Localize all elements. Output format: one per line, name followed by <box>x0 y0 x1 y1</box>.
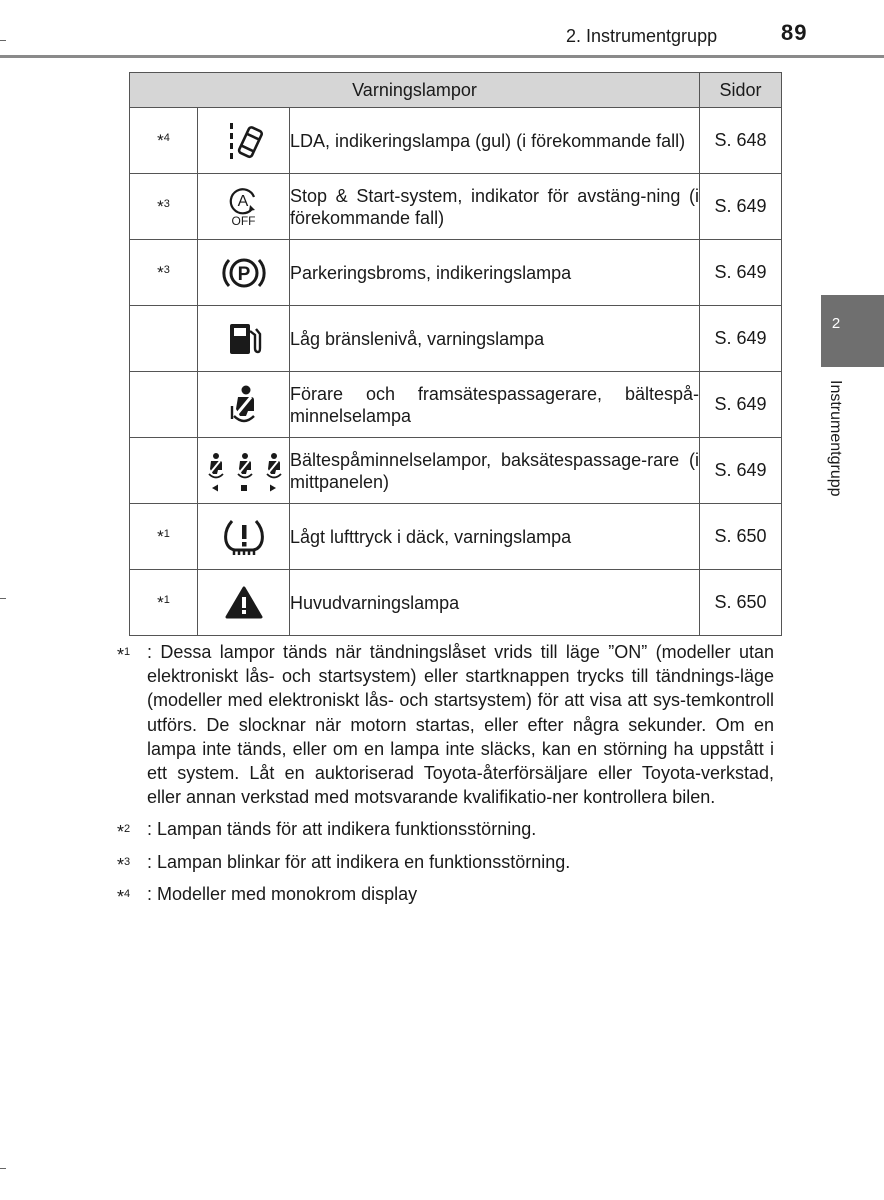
page-reference: S. 648 <box>700 108 782 174</box>
fuel-pump-icon <box>224 319 264 359</box>
note-cell <box>130 504 198 570</box>
icon-cell <box>198 108 290 174</box>
footnote-text: : Lampan blinkar för att indikera en funktionsstörning. <box>147 851 571 872</box>
note-cell <box>130 372 198 438</box>
footnote-text: : Dessa lampor tänds när tändningslåset vrids till läge ”ON” (modeller utan elektroniskt lås- och startsystem) eller startknappen trycks till tändnings-läge (modeller med elektroniskt lås- och startsystem) för att visa att sys-temkontroll utförs. De slocknar när motorn startas, eller efter några sekunder. Om en lampa inte tänds, eller om en lampa inte släcks, kan en störning ha uppstått i ett system. Låt en auktoriserad Toyota-återförsäljare eller Toyota-verkstad, eller annan verkstad med motsvarande kvalifikatio-ner kontrollera bilen. <box>147 642 774 808</box>
lamp-description: Huvudvarningslampa <box>290 570 700 636</box>
chapter-tab-label: Instrumentgrupp <box>827 380 844 497</box>
note-number: 1 <box>163 593 170 606</box>
table-row <box>130 240 782 306</box>
note-star: * <box>157 130 164 150</box>
footnote <box>117 850 774 874</box>
table-header-row <box>130 73 782 108</box>
note-number: 1 <box>163 527 170 540</box>
icon-caption: OFF <box>231 214 256 228</box>
footnote-text: : Modeller med monokrom display <box>147 883 418 904</box>
table-row <box>130 504 782 570</box>
note-cell <box>130 306 198 372</box>
icon-cell <box>198 438 290 504</box>
icon-cell <box>198 504 290 570</box>
lamp-description: Låg bränslenivå, varningslampa <box>290 306 700 372</box>
column-header-pages: Sidor <box>700 73 782 108</box>
note-number: 3 <box>163 197 170 210</box>
footnote-number: 3 <box>124 855 131 868</box>
crop-mark <box>0 598 6 599</box>
note-cell <box>130 174 198 240</box>
page-reference: S. 649 <box>700 174 782 240</box>
page-reference: S. 649 <box>700 438 782 504</box>
page-reference: S. 650 <box>700 570 782 636</box>
section-title: 2. Instrumentgrupp <box>566 26 718 46</box>
page-reference: S. 649 <box>700 372 782 438</box>
lamp-description: Parkeringsbroms, indikeringslampa <box>290 240 700 306</box>
icon-cell <box>198 240 290 306</box>
note-number: 4 <box>163 131 170 144</box>
stop-start-off-icon <box>226 185 262 215</box>
svg-text:P: P <box>237 263 250 285</box>
lane-departure-alert-icon <box>224 119 264 163</box>
crop-mark <box>0 40 6 41</box>
page-reference: S. 649 <box>700 240 782 306</box>
chapter-tab <box>821 295 884 367</box>
footnote-marker <box>117 850 130 877</box>
footnote-text: : Lampan tänds för att indikera funktionsstörning. <box>147 819 537 840</box>
note-star: * <box>157 262 164 282</box>
lamp-description: Förare och framsätespassagerare, bältespå-minnelselampa <box>290 372 700 438</box>
parking-brake-icon <box>221 253 267 293</box>
page-reference: S. 649 <box>700 306 782 372</box>
footnote-marker <box>117 817 130 844</box>
table-row <box>130 372 782 438</box>
note-cell <box>130 240 198 306</box>
master-warning-icon <box>224 585 264 621</box>
footnote-star: * <box>117 886 125 907</box>
warning-lamps-table <box>129 72 782 636</box>
lamp-description: Bältespåminnelselampor, baksätespassage-rare (i mittpanelen) <box>290 438 700 504</box>
table-row <box>130 306 782 372</box>
rear-seatbelt-reminder-icons <box>200 448 288 494</box>
note-number: 3 <box>163 263 170 276</box>
footnote <box>117 817 774 841</box>
note-cell <box>130 108 198 174</box>
crop-mark <box>0 1168 6 1169</box>
chapter-tab-number: 2 <box>831 315 841 332</box>
footnote-number: 4 <box>124 887 131 900</box>
footnote-marker <box>117 882 130 909</box>
table-row <box>130 438 782 504</box>
table-row <box>130 108 782 174</box>
footnote-number: 1 <box>124 646 131 658</box>
note-cell <box>130 570 198 636</box>
icon-cell <box>198 372 290 438</box>
seatbelt-reminder-icon <box>224 384 264 426</box>
footnote-star: * <box>117 854 125 875</box>
header-divider <box>0 55 884 58</box>
footnote-marker <box>117 640 130 667</box>
page-number: 89 <box>781 20 808 45</box>
lamp-description: Lågt lufttryck i däck, varningslampa <box>290 504 700 570</box>
column-header-lamps: Varningslampor <box>130 73 700 108</box>
footnotes <box>117 640 774 914</box>
note-star: * <box>157 196 164 216</box>
footnote-star: * <box>117 645 125 665</box>
icon-cell <box>198 306 290 372</box>
footnote-number: 2 <box>124 823 131 836</box>
note-star: * <box>157 526 164 546</box>
svg-text:A: A <box>237 193 248 210</box>
footnote-star: * <box>117 822 125 843</box>
tire-pressure-icon <box>221 516 267 558</box>
note-star: * <box>157 592 164 612</box>
page-reference: S. 650 <box>700 504 782 570</box>
footnote <box>117 882 774 906</box>
icon-cell <box>198 174 290 240</box>
lamp-description: LDA, indikeringslampa (gul) (i förekommande fall) <box>290 108 700 174</box>
table-row <box>130 174 782 240</box>
footnote <box>117 640 774 809</box>
lamp-description: Stop & Start-system, indikator för avstäng-ning (i förekommande fall) <box>290 174 700 240</box>
table-row <box>130 570 782 636</box>
icon-cell <box>198 570 290 636</box>
note-cell <box>130 438 198 504</box>
